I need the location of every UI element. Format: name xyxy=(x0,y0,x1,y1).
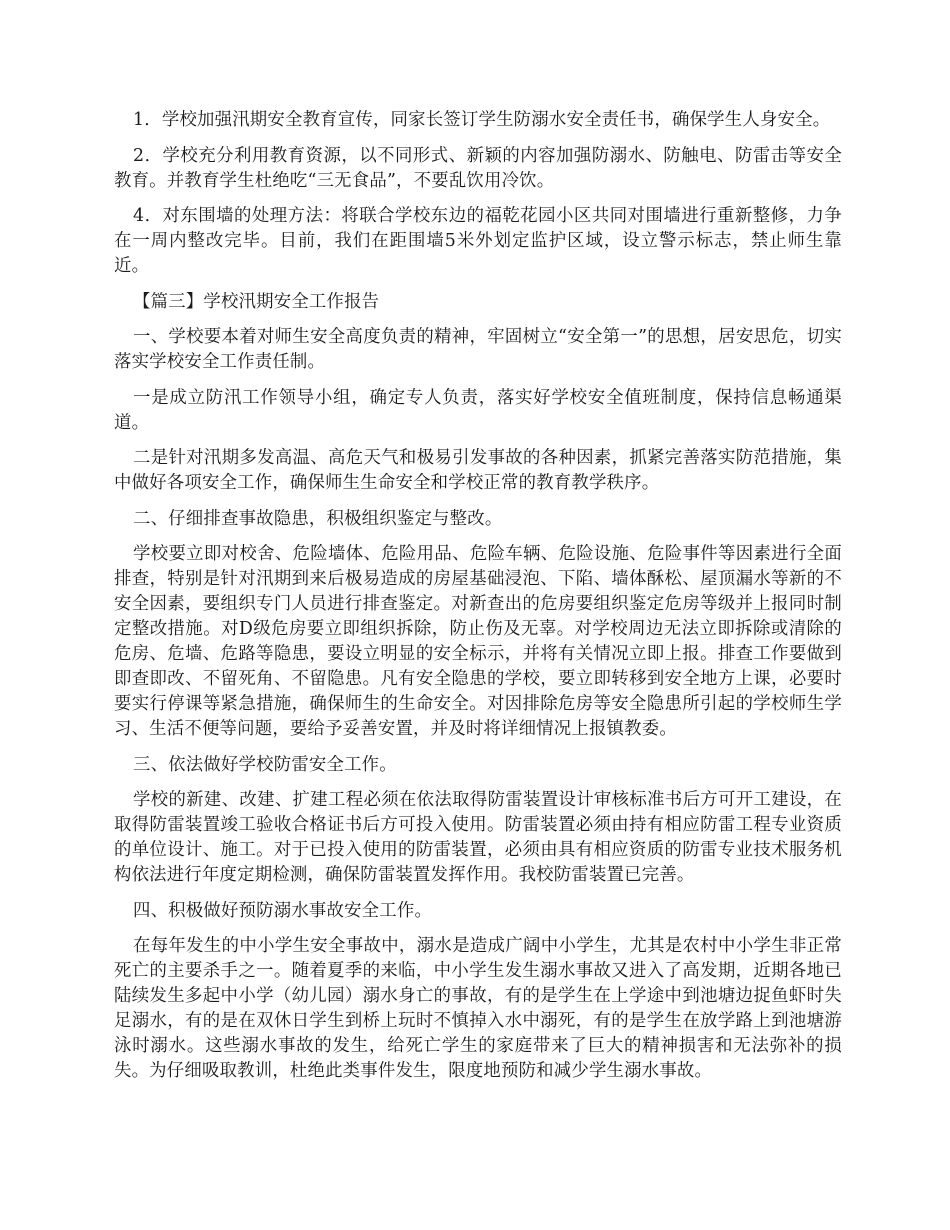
section-two-heading: 二、仔细排查事故隐患，积极组织鉴定与整改。 xyxy=(133,508,503,529)
section-four-body: 在每年发生的中小学生安全事故中，溺水是造成广阔中小学生，尤其是农村中小学生非正常死亡的主要杀手之一。随着夏季的来临，中小学生发生溺水事故又进入了高发期，近期各地已陆续发生多起中小学（幼儿园）溺水身亡的事故，有的是学生在上学途中到池塘边捉鱼虾时失足溺水，有的是在双休日学生到桥上玩时不慎掉入水中溺死，有的是学生在放学路上到池塘游泳时溺水。这些溺水事故的发生，给死亡学生的家庭带来了巨大的精神损害和无法弥补的损失。为仔细吸取教训，杜绝此类事件发生，限度地预防和减少学生溺水事故。 xyxy=(114,936,842,1081)
section-one-heading: 一、学校要本着对师生安全高度负责的精神，牢固树立“安全第一”的思想，居安思危，切实落实学校安全工作责任制。 xyxy=(114,327,842,372)
section-title: 【篇三】学校汛期安全工作报告 xyxy=(133,291,380,312)
paragraph-4: 4．对东围墙的处理方法：将联合学校东边的福乾花园小区共同对围墙进行重新整修，力争在一周内整改完毕。目前，我们在距围墙5米外划定监护区域，设立警示标志，禁止师生靠近。 xyxy=(114,206,842,276)
paragraph-2: 2．学校充分利用教育资源，以不同形式、新颖的内容加强防溺水、防触电、防雷击等安全教育。并教育学生杜绝吃“三无食品”，不要乱饮用冷饮。 xyxy=(114,145,842,191)
paragraph-first-point: 一是成立防汛工作领导小组，确定专人负责，落实好学校安全值班制度，保持信息畅通渠道。 xyxy=(114,387,842,433)
section-three-body: 学校的新建、改建、扩建工程必须在依法取得防雷装置设计审核标准书后方可开工建设，在取得防雷装置竣工验收合格证书后方可投入使用。防雷装置必须由持有相应防雷工程专业资质的单位设计、施工。对于已投入使用的防雷装置，必须由具有相应资质的防雷专业技术服务机构依法进行年度定期检测，确保防雷装置发挥作用。我校防雷装置已完善。 xyxy=(114,790,842,885)
section-three-heading: 三、依法做好学校防雷安全工作。 xyxy=(133,754,397,775)
section-four-heading: 四、积极做好预防溺水事故安全工作。 xyxy=(133,900,433,921)
paragraph-1: 1．学校加强汛期安全教育宣传，同家长签订学生防溺水安全责任书，确保学生人身安全。 xyxy=(133,110,831,130)
paragraph-second-point: 二是针对汛期多发高温、高危天气和极易引发事故的各种因素，抓紧完善落实防范措施，集中做好各项安全工作，确保师生生命安全和学校正常的教育教学秩序。 xyxy=(114,448,842,493)
section-two-body: 学校要立即对校舍、危险墙体、危险用品、危险车辆、危险设施、危险事件等因素进行全面排查，特别是针对汛期到来后极易造成的房屋基础浸泡、下陷、墙体酥松、屋顶漏水等新的不安全因素，要组织专门人员进行排查鉴定。对新查出的危房要组织鉴定危房等级并上报同时制定整改措施。对D级危房要立即组织拆除，防止伤及无辜。对学校周边无法立即拆除或清除的危房、危墙、危路等隐患，要设立明显的安全标示，并将有关情况立即上报。排查工作要做到即查即改、不留死角、不留隐患。凡有安全隐患的学校，要立即转移到安全地方上课，必要时要实行停课等紧急措施，确保师生的生命安全。对因排除危房等安全隐患所引起的学校师生学习、生活不便等问题，要给予妥善安置，并及时将详细情况上报镇教委。 xyxy=(114,544,842,739)
document-body xyxy=(114,108,842,1095)
